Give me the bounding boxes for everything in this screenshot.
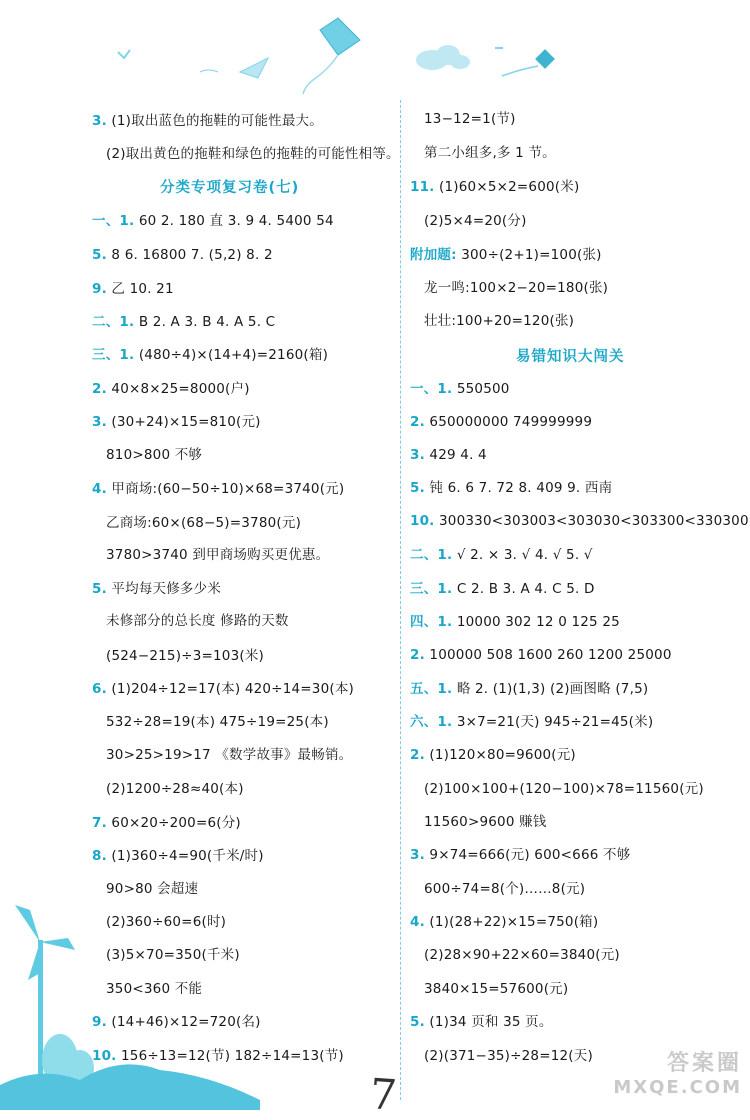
- right-line: [410, 613, 620, 631]
- watermark-url: MXQE.COM: [613, 1077, 742, 1098]
- question-number: 4.: [410, 914, 425, 930]
- question-number: 六、1.: [410, 714, 453, 730]
- right-line: [424, 813, 547, 831]
- answer-text: 11560>9600 赚钱: [424, 814, 547, 830]
- answer-text: 钝 6. 6 7. 72 8. 409 9. 西南: [429, 480, 613, 496]
- question-number: 一、1.: [410, 381, 453, 397]
- question-number: 4.: [92, 481, 107, 497]
- answer-text: 未修部分的总长度 修路的天数: [106, 613, 289, 629]
- question-number: 五、1.: [410, 681, 453, 697]
- left-line: [92, 413, 261, 431]
- left-line: [106, 647, 264, 665]
- answer-text: 532÷28=19(本) 475÷19=25(本): [106, 714, 329, 730]
- answer-text: (2)360÷60=6(时): [106, 914, 227, 930]
- question-number: 3.: [410, 447, 425, 463]
- cloud-icon: [416, 45, 470, 70]
- answer-text: 平均每天修多少米: [111, 581, 222, 597]
- right-line: [410, 446, 487, 464]
- answer-text: 10000 302 12 0 125 25: [456, 614, 620, 630]
- answer-text: (524−215)÷3=103(米): [106, 648, 264, 664]
- answer-text: 60 2. 180 直 3. 9 4. 5400 54: [138, 213, 334, 229]
- left-line: [92, 112, 323, 130]
- right-line: [424, 1047, 593, 1065]
- answer-text: 8 6. 16800 7. (5,2) 8. 2: [111, 247, 273, 263]
- question-number: 3.: [92, 113, 107, 129]
- watermark: [613, 1046, 742, 1098]
- small-kite-icon: [495, 48, 555, 76]
- right-line: [410, 546, 593, 564]
- question-number: 9.: [92, 1014, 107, 1030]
- left-line: [92, 346, 328, 364]
- answer-text: 300÷(2+1)=100(张): [461, 247, 602, 263]
- right-line: [424, 780, 704, 798]
- question-number: 二、1.: [92, 314, 135, 330]
- answer-text: (14+46)×12=720(名): [111, 1014, 261, 1030]
- question-number: 3.: [92, 414, 107, 430]
- answer-text: 600÷74=8(个)……8(元): [424, 881, 586, 897]
- question-number: 11.: [410, 179, 435, 195]
- right-line: [424, 980, 568, 998]
- answer-text: (1)360÷4=90(千米/时): [111, 848, 264, 864]
- answer-text: 3780>3740 到甲商场购买更优惠。: [106, 547, 330, 563]
- left-line: [106, 514, 301, 532]
- question-number: 5.: [92, 581, 107, 597]
- answer-text: (2)(371−35)÷28=12(天): [424, 1048, 593, 1064]
- question-number: 一、1.: [92, 213, 135, 229]
- answer-text: 9×74=666(元) 600<666 不够: [429, 847, 631, 863]
- watermark-logo-text: 答案圈: [666, 1051, 742, 1076]
- left-line: [92, 246, 273, 264]
- left-line: [92, 580, 221, 598]
- answer-text: (2)1200÷28≈40(本): [106, 781, 244, 797]
- right-line: [410, 680, 648, 698]
- answer-text: (1)60×5×2=600(米): [439, 179, 580, 195]
- question-number: 2.: [410, 747, 425, 763]
- right-line: [424, 110, 516, 128]
- answer-text: 3×7=21(天) 945÷21=45(米): [456, 714, 654, 730]
- left-line: [92, 380, 250, 398]
- question-number: 5.: [410, 1014, 425, 1030]
- answer-text: 乙商场:60×(68−5)=3780(元): [106, 515, 302, 531]
- question-number: 三、1.: [410, 581, 453, 597]
- answer-text: 550500: [456, 381, 510, 397]
- kite-icon: [303, 18, 360, 94]
- right-line: [410, 512, 749, 530]
- answer-text: 壮壮:100+20=120(张): [424, 313, 575, 329]
- question-number: 10.: [410, 513, 435, 529]
- question-number: 2.: [92, 381, 107, 397]
- answer-text: 3840×15=57600(元): [424, 981, 569, 997]
- left-section-heading: 分类专项复习卷(七): [160, 180, 300, 196]
- left-line: [106, 713, 329, 731]
- answer-text: 第二小组多,多 1 节。: [424, 145, 556, 161]
- left-line: [92, 280, 174, 298]
- left-line: [106, 612, 289, 630]
- question-number: 6.: [92, 681, 107, 697]
- answer-text: 300330<303003<303030<303300<330300: [439, 513, 749, 529]
- question-number: 3.: [410, 847, 425, 863]
- answer-text: C 2. B 3. A 4. C 5. D: [456, 581, 595, 597]
- answer-text: 30>25>19>17 《数学故事》最畅销。: [106, 747, 353, 763]
- right-line: [424, 279, 608, 297]
- left-line: [106, 546, 329, 564]
- question-number: 四、1.: [410, 614, 453, 630]
- left-line: [92, 313, 275, 331]
- question-number: 9.: [92, 281, 107, 297]
- left-line: [92, 212, 334, 230]
- right-line: [424, 880, 585, 898]
- right-line: [410, 913, 598, 931]
- answer-text: (480÷4)×(14+4)=2160(箱): [138, 347, 329, 363]
- right-line: [410, 380, 510, 398]
- answer-text: 90>80 会超速: [106, 881, 199, 897]
- question-number: 5.: [92, 247, 107, 263]
- question-number: 附加题:: [410, 247, 457, 263]
- answer-text: (1)(28+22)×15=750(箱): [429, 914, 599, 930]
- right-line: [424, 946, 620, 964]
- question-number: 7.: [92, 815, 107, 831]
- question-number: 三、1.: [92, 347, 135, 363]
- answer-text: 13−12=1(节): [424, 111, 516, 127]
- answer-text: √ 2. × 3. √ 4. √ 5. √: [456, 547, 593, 563]
- right-section-heading: 易错知识大闯关: [516, 349, 625, 365]
- answer-text: (1)取出蓝色的拖鞋的可能性最大。: [111, 113, 323, 129]
- answer-text: (2)28×90+22×60=3840(元): [424, 947, 620, 963]
- answer-text: 429 4. 4: [429, 447, 487, 463]
- question-number: 2.: [410, 414, 425, 430]
- left-line: [106, 746, 352, 764]
- answer-text: 乙 10. 21: [111, 281, 174, 297]
- question-number: 8.: [92, 848, 107, 864]
- right-line: [424, 312, 574, 330]
- answer-text: 龙一鸣:100×2−20=180(张): [424, 280, 609, 296]
- answer-text: (30+24)×15=810(元): [111, 414, 261, 430]
- answer-text: 350<360 不能: [106, 981, 203, 997]
- right-line: [410, 646, 672, 664]
- header-decoration: [0, 0, 750, 95]
- answer-text: B 2. A 3. B 4. A 5. C: [138, 314, 276, 330]
- right-line: [410, 580, 595, 598]
- left-line: [92, 847, 264, 865]
- footer-decoration: [0, 880, 280, 1110]
- answer-text: 650000000 749999999: [429, 414, 593, 430]
- bird-icon: [118, 50, 130, 58]
- right-line: [410, 479, 612, 497]
- right-line: [410, 746, 576, 764]
- question-number: 二、1.: [410, 547, 453, 563]
- answer-text: (1)34 页和 35 页。: [429, 1014, 553, 1030]
- left-line: [92, 480, 344, 498]
- paper-plane-icon: [200, 58, 268, 78]
- left-line: [92, 814, 241, 832]
- answer-text: (1)204÷12=17(本) 420÷14=30(本): [111, 681, 354, 697]
- right-line: [424, 212, 527, 230]
- answer-text: 100000 508 1600 260 1200 25000: [429, 647, 672, 663]
- answer-text: (3)5×70=350(千米): [106, 947, 240, 963]
- right-line: [410, 413, 592, 431]
- answer-text: (1)120×80=9600(元): [429, 747, 576, 763]
- question-number: 2.: [410, 647, 425, 663]
- answer-text: 156÷13=12(节) 182÷14=13(节): [121, 1048, 344, 1064]
- answer-text: (2)5×4=20(分): [424, 213, 527, 229]
- question-number: 10.: [92, 1048, 117, 1064]
- answer-text: 甲商场:(60−50÷10)×68=3740(元): [111, 481, 345, 497]
- answer-text: 40×8×25=8000(户): [111, 381, 250, 397]
- answer-text: 810>800 不够: [106, 447, 203, 463]
- right-line: [410, 178, 579, 196]
- left-line: [106, 446, 202, 464]
- answer-text: 略 2. (1)(1,3) (2)画图略 (7,5): [456, 681, 649, 697]
- right-line: [410, 246, 602, 264]
- question-number: 5.: [410, 480, 425, 496]
- page-number-mark: 7: [368, 1069, 399, 1120]
- right-line: [410, 1013, 553, 1031]
- right-line: [410, 713, 653, 731]
- answer-text: 60×20÷200=6(分): [111, 815, 241, 831]
- answer-text: (2)取出黄色的拖鞋和绿色的拖鞋的可能性相等。: [106, 146, 400, 162]
- column-divider: [400, 100, 401, 1100]
- right-line: [424, 144, 556, 162]
- left-line: [106, 780, 244, 798]
- left-line: [106, 145, 400, 163]
- answer-text: (2)100×100+(120−100)×78=11560(元): [424, 781, 704, 797]
- left-line: [92, 680, 354, 698]
- right-line: [410, 846, 630, 864]
